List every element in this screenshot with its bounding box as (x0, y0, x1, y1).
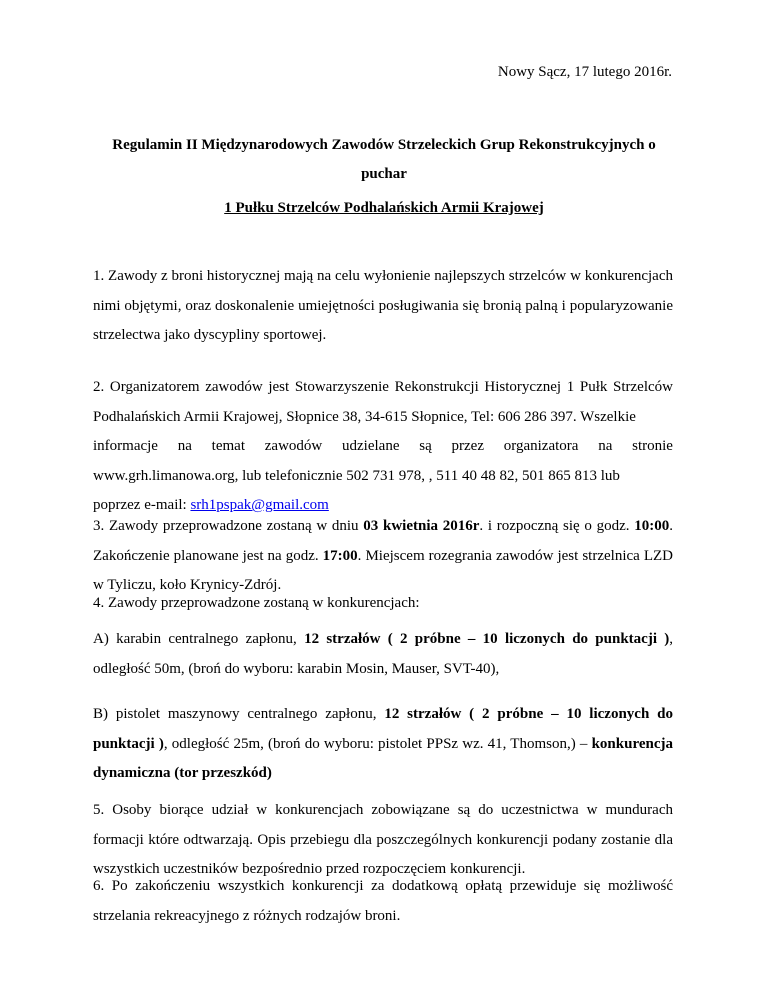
p3-text-d: . Miejscem rozegrania zawodów jest strzelnica LZD w Tyliczu, koło Krynicy-Zdrój. (93, 547, 673, 593)
p3-text-c: . Zakończenie planowane jest na godz. (93, 518, 673, 564)
p2-word: na (177, 438, 192, 454)
paragraph-2-contact-line: www.grh.limanowa.org, lub telefonicznie 502 731 978, , 511 40 48 82, 501 865 813 lub (93, 467, 620, 484)
comp-a-text-b: , odległość 50m, (broń do wyboru: karabin Mosin, Mauser, SVT-40), (93, 631, 674, 677)
title-line-2: puchar (361, 166, 407, 182)
paragraph-5: 5. Osoby biorące udział w konkurencjach zobowiązane są do uczestnictwa w mundurach formacji które odtwarzają. Opis przebiegu dla poszczególnych konkurencji podany zostanie dla wszystkich uczestników bezpośrednio przed rozpoczęciem konkurencji. (93, 802, 673, 877)
p3-text-a: 3. Zawody przeprowadzone zostaną w dniu (93, 518, 364, 534)
comp-b-dynamic: konkurencja dynamiczna (tor przeszkód) (93, 735, 673, 781)
p2-word: organizatora (503, 438, 579, 454)
p2-word: stronie (632, 438, 673, 454)
paragraph-2 (93, 373, 673, 521)
paragraph-6: 6. Po zakończeniu wszystkich konkurencji za dodatkową opłatą przewiduje się możliwość strzelania rekreacyjnego z różnych rodzajów broni. (93, 878, 673, 924)
comp-b-text-a: B) pistolet maszynowy centralnego zapłonu, (93, 706, 385, 722)
competition-a (93, 625, 673, 684)
p2-word: zawodów (264, 438, 323, 454)
competition-b (93, 700, 673, 789)
event-date: 03 kwietnia 2016r (363, 518, 480, 534)
p2-word: informacje (93, 438, 158, 454)
email-label: poprzez e-mail: (93, 497, 191, 513)
document-date: Nowy Sącz, 17 lutego 2016r. (497, 64, 672, 80)
paragraph-2-spread-line (93, 432, 673, 462)
paragraph-2-text-a: 2. Organizatorem zawodów jest Stowarzyszenie Rekonstrukcji Historycznej 1 Pułk Strzelców Podhalańskich Armii Krajowej, Słopnice 38, 34-615 Słopnice, Tel: 606 286 397. Wszelkie (93, 379, 673, 425)
paragraph-4: 4. Zawody przeprowadzone zostaną w konkurencjach: (93, 595, 420, 611)
comp-b-text-b: , odległość 25m, (broń do wyboru: pistolet PPSz wz. 41, Thomson,) – (163, 735, 592, 752)
p2-word: udzielane (342, 438, 400, 454)
p2-word: są (419, 438, 432, 454)
email-link[interactable]: srh1pspak@gmail.com (190, 497, 329, 513)
start-time: 10:00 (634, 518, 670, 534)
comp-a-text-a: A) karabin centralnego zapłonu, (93, 631, 305, 647)
paragraph-1: 1. Zawody z broni historycznej mają na celu wyłonienie najlepszych strzelców w konkurencjach nimi objętymi, oraz doskonalenie umiejętności posługiwania się bronią palną i popularyzowanie strzelectwa jako dyscypliny sportowej. (93, 268, 673, 343)
comp-a-shots: 12 strzałów ( 2 próbne – 10 liczonych do punktacji ) (304, 631, 670, 647)
p3-text-b: . i rozpoczną się o godz. (479, 518, 635, 534)
p2-word: temat (211, 438, 245, 454)
paragraph-3 (93, 512, 673, 601)
title-line-3: 1 Pułku Strzelców Podhalańskich Armii Krajowej (224, 200, 544, 216)
end-time: 17:00 (322, 547, 358, 564)
p2-word: na (598, 438, 613, 454)
p2-word: przez (451, 438, 484, 454)
title-line-1: Regulamin II Międzynarodowych Zawodów Strzeleckich Grup Rekonstrukcyjnych o (112, 137, 656, 153)
comp-b-shots: 12 strzałów ( 2 próbne – 10 liczonych do punktacji ) (93, 706, 673, 752)
